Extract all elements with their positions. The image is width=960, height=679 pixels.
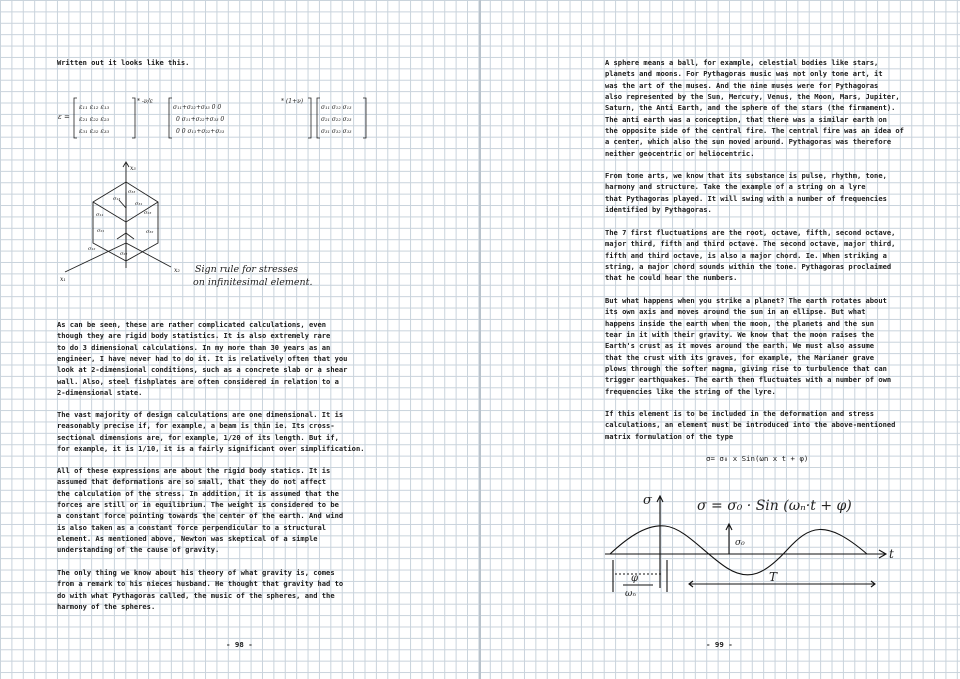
paragraph: The only thing we know about his theory of what gravity is, comes from a remark to his nieces husband. He thought that gravity had to do with what Pythagoras called, the music of the spheres, and the harmony of the spheres.	[57, 568, 344, 612]
sum-row-2: 0 σ₁₁+σ₂₂+σ₃₃ 0	[176, 116, 225, 123]
paragraph: If this element is to be included in the deformation and stress calculations, an element must be introduced into the above-mentioned matrix formulation of the type	[605, 409, 896, 441]
sine-wave-sketch	[605, 488, 895, 600]
phase-denominator: ωₙ	[625, 589, 636, 599]
paragraph: From tone arts, we know that its substance is pulse, rhythm, tone, harmony and structure. Take the example of a string on a lyre that Pythagoras played. It will swing with a number of frequencies identified by Pythagoras.	[605, 171, 887, 215]
cube-label-1: σ₁₃	[113, 196, 121, 202]
sum-row-1: σ₁₁+σ₂₂+σ₃₃ 0 0	[173, 104, 222, 111]
diagram-caption-line-1: Sign rule for stresses	[195, 264, 299, 275]
epsilon-row-1: ε₁₁ ε₁₂ ε₁₃	[79, 103, 110, 111]
right-page	[481, 0, 960, 679]
matrix-operator-1: * -ν/ε	[137, 98, 153, 105]
paragraph: A sphere means a ball, for example, celestial bodies like stars, planets and moons. For Pythagoras music was not only tone art, it was the art of the muses. And the nine muses were for Pythagoras also represented by the Sun, Mercury, Venus, the Moon, Mars, Jupiter, Saturn, the Anti Earth, and the sphere of the stars (the firmament). The anti earth was a conception, that there was a similar earth on the opposite side of the central fire. The central fire was an idea of a center, which also the sun moved around. Pythagoras was therefore neither geocentric or heliocentric.	[605, 58, 904, 158]
matrix-lhs: ε =	[58, 113, 70, 121]
sigma-axis-label: σ	[643, 493, 652, 508]
cube-label-2: σ₃₃	[128, 189, 136, 195]
cube-label-7: σ₂₁	[97, 228, 105, 234]
sigma-row-2: σ₂₁ σ₂₂ σ₂₃	[321, 116, 352, 123]
paragraph: As can be seen, these are rather complicated calculations, even though they are rigid body statistics. It is also extremely rare to do 3 dimensional calculations. In my more than 30 years as an engineer, I have never had to do it. It is relatively often that you look at 2-dimensional conditions, such as a concrete slab or a shear wall. Also, steel fishplates are often considered in relation to a 2-dimensional state.	[57, 320, 348, 398]
epsilon-row-2: ε₂₁ ε₂₂ ε₂₃	[79, 115, 110, 123]
cube-label-5: σ₃₂	[146, 229, 154, 235]
stress-matrix-equation	[58, 92, 370, 144]
paragraph: The vast majority of design calculations are one dimensional. It is reasonably precise if, for example, a beam is thin ie. Its cross- sectional dimensions are, for example, 1/20 of its length. But if, for example, it is 1/10, it is a fairly significant over simplification.	[57, 410, 365, 454]
sine-formula: σ= σ₀ x Sin(ωn x t + φ)	[706, 454, 809, 463]
page-number: - 98 -	[226, 640, 253, 649]
paragraph: But what happens when you strike a planet? The earth rotates about its own axis and moves around the sun in an ellipse. But what happens inside the earth when the moon, the planets and the sun tear in it with their gravity. We know that the moon raises the Earth's crust as it moves around the earth. We must also assume that the crust with its graves, for example, the Marianer grave plows through the softer magma, giving rise to turbulence that can trigger earthquakes. The earth then fluctuates with a number of own frequencies like the string of the lyre.	[605, 296, 892, 396]
epsilon-row-3: ε₃₁ ε₃₂ ε₃₃	[79, 127, 110, 135]
sine-curve	[610, 526, 867, 575]
intro-line: Written out it looks like this.	[57, 58, 190, 67]
sigma-row-1: σ₁₁ σ₁₂ σ₁₃	[321, 104, 352, 111]
paragraph: All of these expressions are about the rigid body statics. It is assumed that deformations are so small, that they do not affect the calculation of the stress. In addition, it is assumed that the forces are still or in equilibrium. The weight is considered to be a constant force pointing towards the center of the earth. And wind is also taken as a constant force perpendicular to a structural element. As mentioned above, Newton was skeptical of a simple understanding of the cause of gravity.	[57, 466, 344, 555]
cube-label-4: σ₂₃	[144, 210, 152, 216]
wave-equation: σ = σ₀ · Sin (ωₙ·t + φ)	[697, 498, 852, 514]
cube-label-9: σ₂₂	[120, 251, 128, 257]
stress-cube-diagram	[55, 160, 325, 290]
cube-label-6: σ₁₁	[96, 212, 104, 218]
paragraph: The 7 first fluctuations are the root, octave, fifth, second octave, major third, fifth and third octave. The second octave, major third, fifth and third octave, is also a major chord. Ie. When striking a string, a major chord sounds within the tone. Pythagoras proclaimed that he could hear the numbers.	[605, 228, 896, 283]
cube-label-8: σ₁₂	[88, 246, 96, 252]
matrix-operator-2: * (1+ν)	[281, 98, 304, 105]
phase-numerator: φ	[631, 573, 639, 584]
left-page	[0, 0, 479, 679]
axis-x2: x₂	[174, 267, 180, 274]
sum-row-3: 0 0 σ₁₁+σ₂₂+σ₃₃	[176, 128, 225, 135]
axis-x1: x₁	[60, 276, 66, 283]
t-axis-label: t	[889, 547, 894, 561]
sigma-row-3: σ₃₁ σ₃₂ σ₃₃	[321, 128, 352, 135]
amplitude-label: σ₀	[735, 538, 745, 548]
cube-label-3: σ₃₁	[135, 201, 143, 207]
page-number: - 99 -	[706, 640, 733, 649]
period-label: T	[769, 570, 778, 584]
axis-x3: x₃	[130, 165, 136, 172]
diagram-caption-line-2: on infinitesimal element.	[193, 277, 313, 288]
